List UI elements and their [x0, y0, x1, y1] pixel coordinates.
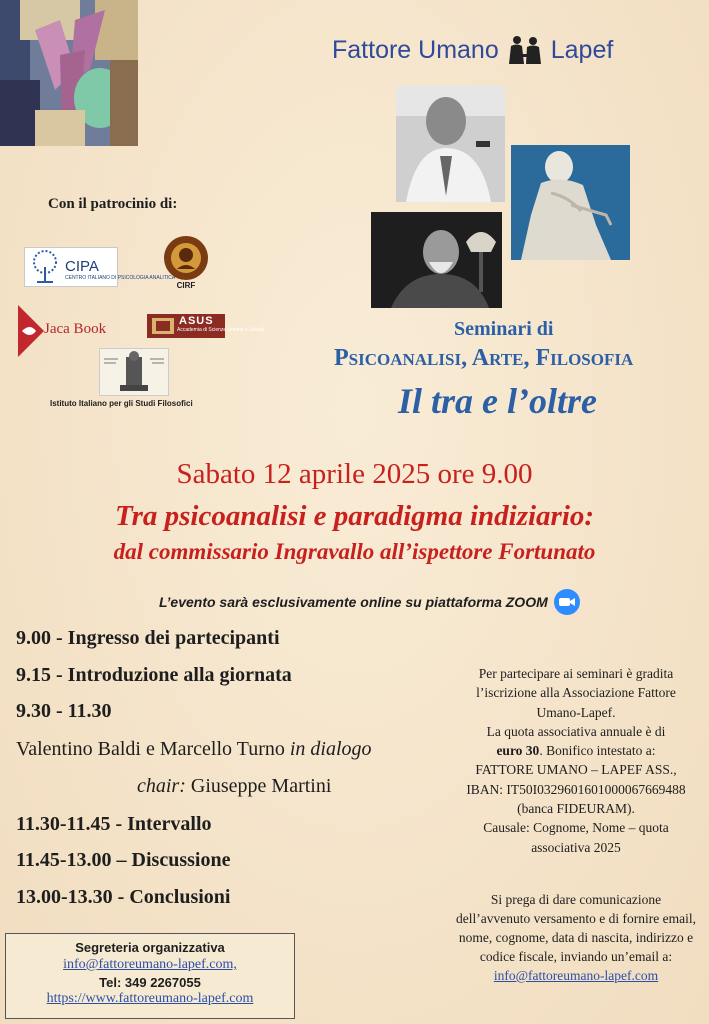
patronage-title: Con il patrocinio di:	[48, 196, 178, 212]
zoom-camera-icon	[554, 589, 580, 615]
cirf-seal-icon	[163, 235, 209, 281]
event-date: Sabato 12 aprile 2025 ore 9.00	[176, 458, 533, 490]
website-link[interactable]: https://www.fattoreumano-lapef.com	[46, 991, 254, 1006]
secretariat-phone: Tel: 349 2267055	[99, 975, 201, 990]
program-speakers: Valentino Baldi e Marcello Turno in dialogo	[16, 738, 372, 760]
registration-contact: Si prega di dare comunicazione dell’avvenuto versamento e di fornire email, nome, cognome, data di nascita, indirizzo e codice fiscale, inviando un’email a: info@fattoreumano-lapef.com	[456, 892, 696, 983]
online-note	[159, 589, 580, 615]
seminar-series-title: Il tra e l’oltre	[398, 381, 597, 421]
program-item: 9.00 - Ingresso dei partecipanti	[16, 627, 280, 649]
program-item: 9.30 - 11.30	[16, 700, 112, 722]
iisf-caption: Istituto Italiano per gli Studi Filosofici	[50, 399, 193, 408]
asus-subtitle: Accademia di Scienze Umane e Sociali	[177, 327, 264, 333]
registration-info: Per partecipare ai seminari è gradita l’iscrizione alla Associazione Fattore Umano-Lapef. La quota associativa annuale è di euro 30. Bonifico intestato a: FATTORE UMANO – LAPEF ASS., IBAN: IT50I0329601601000067669488 (banca FIDEURAM). Causale: Cognome, Nome – quota associativa 2025	[466, 666, 686, 855]
painting-image	[0, 0, 138, 146]
cipa-logo	[24, 247, 176, 287]
cipa-name: CIPA	[65, 258, 99, 275]
event-subtitle: dal commissario Ingravallo all’ispettore Fortunato	[113, 539, 596, 564]
cirf-logo	[163, 235, 209, 295]
jaca-leaf-icon	[18, 305, 44, 357]
tree-icon	[27, 249, 63, 285]
statue-photo	[511, 145, 630, 260]
asus-logo	[147, 314, 264, 338]
two-figures-icon	[505, 34, 545, 66]
registration-email-link[interactable]: info@fattoreumano-lapef.com	[493, 968, 659, 983]
brand-logo	[332, 34, 613, 66]
seminar-series-topics: Psicoanalisi, Arte, Filosofia	[334, 345, 634, 371]
asus-name: ASUS	[179, 315, 214, 327]
online-note-text: L’evento sarà esclusivamente online su piattaforma ZOOM	[159, 594, 548, 610]
asus-emblem-icon	[150, 315, 176, 337]
brand-name-left: Fattore Umano	[332, 35, 499, 64]
program-item: 11.30-11.45 - Intervallo	[16, 813, 212, 835]
secretariat-box	[5, 933, 295, 1019]
seminar-series-label: Seminari di	[454, 318, 554, 340]
cipa-subtitle: CENTRO ITALIANO DI PSICOLOGIA ANALITICA	[65, 275, 176, 281]
program-item: 13.00-13.30 - Conclusioni	[16, 886, 231, 908]
portrait-photo-jung	[396, 86, 505, 202]
secretariat-email-link[interactable]: info@fattoreumano-lapef.com,	[63, 957, 237, 972]
secretariat-title: Segreteria organizzativa	[75, 940, 225, 955]
portrait-photo-freud	[371, 212, 502, 308]
program-item: 9.15 - Introduzione alla giornata	[16, 664, 292, 686]
iisf-logo	[99, 348, 169, 396]
jaca-book-name: Jaca Book	[44, 321, 107, 337]
iisf-engraving-icon	[100, 349, 168, 395]
program-chair: chair: Giuseppe Martini	[137, 775, 332, 797]
cirf-caption: CIRF	[176, 281, 196, 290]
brand-name-right: Lapef	[550, 35, 614, 64]
event-title: Tra psicoanalisi e paradigma indiziario:	[114, 500, 595, 532]
program-item: 11.45-13.00 – Discussione	[16, 849, 231, 871]
